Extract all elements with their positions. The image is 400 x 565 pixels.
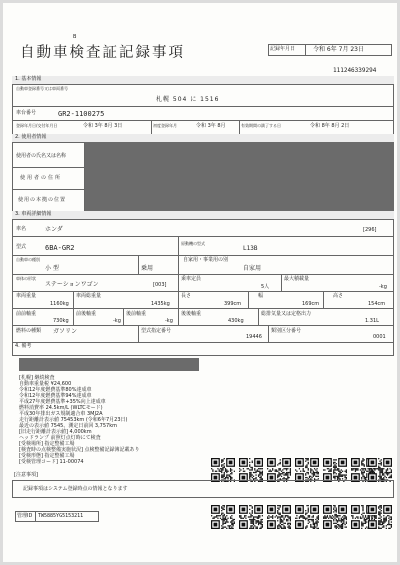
remark-line: [旧走行距離計表示値] 4,000km [19, 429, 92, 435]
initial-registration: 令和 3年 8月 [196, 123, 226, 129]
qr-code [211, 458, 235, 482]
qr-code [239, 458, 263, 482]
maker-name: ホンダ [45, 226, 63, 233]
section-remarks-header: 4. 備考 [15, 343, 32, 349]
fuel-type-label: 燃料の種類 [16, 328, 42, 334]
model-label: 型式 [16, 244, 27, 250]
section-user-info-header: 2. 使用者情報 [15, 134, 47, 140]
first-registration-label: 登録年月日/交付年月日 [16, 123, 58, 128]
remark-line: ヘッドランプ 前照灯点灯時にて検査 [19, 435, 101, 441]
qr-code [295, 505, 319, 529]
initial-registration-label: 初度登録年月 [153, 123, 177, 128]
section-basic-info-header: 1. 基本情報 [15, 76, 42, 82]
management-id-label: 管理ID [17, 513, 33, 519]
section-vehicle-details-header: 3. 車両詳細情報 [15, 211, 52, 217]
registration-number: 札幌 504 に 1516 [156, 96, 220, 103]
issue-date: 令和 6年 7月 23日 [313, 46, 364, 53]
remark-line: [検査時の点検整備実施状況] 点検整備記録簿記載あり [19, 447, 140, 453]
private-business: 自家用 [243, 265, 262, 272]
maker-code: [296] [363, 227, 377, 233]
rear-front-axle: -kg [165, 318, 173, 324]
qr-code [368, 458, 392, 482]
gross-weight: 1435kg [151, 301, 170, 307]
gross-weight-label: 車両総重量 [76, 293, 102, 299]
engine-type: L13B [243, 245, 258, 252]
rear-rear-axle: 430kg [228, 318, 244, 324]
vehicle-kind-label: 自動車の種別 [16, 257, 40, 262]
qr-code [211, 505, 235, 529]
displacement-label: 総排気量又は定格出力 [261, 311, 312, 317]
capacity-label: 乗車定員 [181, 276, 202, 282]
maker-label: 車名 [16, 226, 27, 232]
remark-line: [受検形態] 指定整備工場 [19, 453, 75, 459]
private-business-label: 自家用・事業用の別 [183, 257, 229, 263]
redacted-remarks [19, 358, 199, 371]
vehicle-weight: 1160kg [50, 301, 69, 307]
capacity: 5人 [261, 284, 270, 290]
length-label: 長さ [181, 293, 192, 299]
attention-label: [注意事項] [14, 472, 38, 478]
front-front-axle-label: 前前軸重 [16, 311, 37, 317]
remark-line: 燃料消費率 24.5km/L (WLTCモード) [19, 405, 103, 411]
remark-line: [札幌] 継続検査 [19, 375, 55, 381]
registration-number-label: 自動車登録番号又は車両番号 [16, 86, 68, 91]
displacement: 1.31L [365, 318, 379, 324]
expiry-label: 有効期間の満了する日 [241, 123, 281, 128]
vehicle-height: 154cm [368, 301, 386, 307]
issue-date-label: 記録年月日 [270, 46, 296, 52]
model-code: 6BA-GR2 [45, 244, 75, 252]
vin: GR2-1100275 [58, 110, 105, 118]
qr-code [323, 458, 347, 482]
management-id: TW5885YG5153211 [38, 513, 84, 519]
rear-front-axle-label: 後前軸重 [126, 311, 147, 317]
user-name-label: 使用者の氏名又は名称 [16, 153, 67, 159]
attention-text: 記録事項はシステム登録時点の情報となります [23, 486, 128, 492]
vehicle-inspection-record [3, 3, 397, 562]
expiry-date: 令和 8年 8月 2日 [310, 123, 350, 129]
remark-line: 令和12年度燃費基準94%達成車 [19, 393, 92, 399]
type-designation-number: 19446 [246, 334, 262, 340]
page-title: 自動車検査証記録事項 [20, 45, 185, 61]
remark-line: 平成27年度燃費基準+35%向上達成車 [19, 399, 106, 405]
qr-code [323, 505, 347, 529]
qr-code [295, 458, 319, 482]
vehicle-length: 399cm [224, 301, 242, 307]
remark-line: 最近の表示値 7545、測定日前回 3,757km [19, 423, 117, 429]
remark-line: 走行距離計表示値 75453km (令和6年7月23日) [19, 417, 128, 423]
remark-line: 令和12年度燃費基準80%達成車 [19, 387, 92, 393]
body-shape-label: 車体の形状 [16, 276, 36, 281]
base-location-label: 使用の本拠の位置 [18, 197, 67, 203]
width-label: 幅 [258, 293, 264, 299]
category-number-label: 類別区分番号 [271, 328, 302, 334]
type-designation-label: 型式指定番号 [141, 328, 172, 334]
rear-rear-axle-label: 後後軸重 [181, 311, 202, 317]
front-front-axle: 730kg [53, 318, 69, 324]
first-registration-date: 令和 3年 8月 3日 [83, 123, 123, 129]
front-rear-axle: -kg [113, 318, 121, 324]
qr-code [239, 505, 263, 529]
remark-line: 平成30年排出ガス規制適合車 3MJ2A [19, 411, 103, 417]
body-shape: ステーションワゴン [45, 281, 99, 288]
qr-code [267, 458, 291, 482]
remark-line: 自動車重量税 ¥24,600 [19, 381, 72, 387]
vehicle-kind: 小 型 [45, 265, 59, 272]
fuel-type: ガソリン [53, 328, 78, 335]
category-number: 0001 [373, 334, 386, 340]
redacted-user-info [85, 142, 394, 211]
vehicle-use: 乗用 [141, 265, 154, 272]
remark-line: [受検場所] 指定整備工場 [19, 441, 75, 447]
qr-code [368, 505, 392, 529]
weight-label: 車両重量 [16, 293, 37, 299]
front-rear-axle-label: 前後軸重 [76, 311, 97, 317]
qr-code [267, 505, 291, 529]
engine-type-label: 原動機の型式 [181, 241, 205, 246]
height-label: 高さ [333, 293, 344, 299]
doc-mark: B [73, 34, 77, 40]
max-load: -kg [379, 284, 387, 290]
user-address-label: 使用者の住所 [20, 175, 63, 181]
remark-line: [受検管理コード] 11-00074 [19, 459, 84, 465]
vin-label: 車台番号 [16, 110, 37, 116]
body-shape-code: [003] [153, 282, 167, 288]
vehicle-width: 169cm [302, 301, 320, 307]
max-load-label: 最大積載量 [284, 276, 310, 282]
remarks-list [19, 375, 259, 465]
document-number: 111246339294 [333, 67, 377, 74]
